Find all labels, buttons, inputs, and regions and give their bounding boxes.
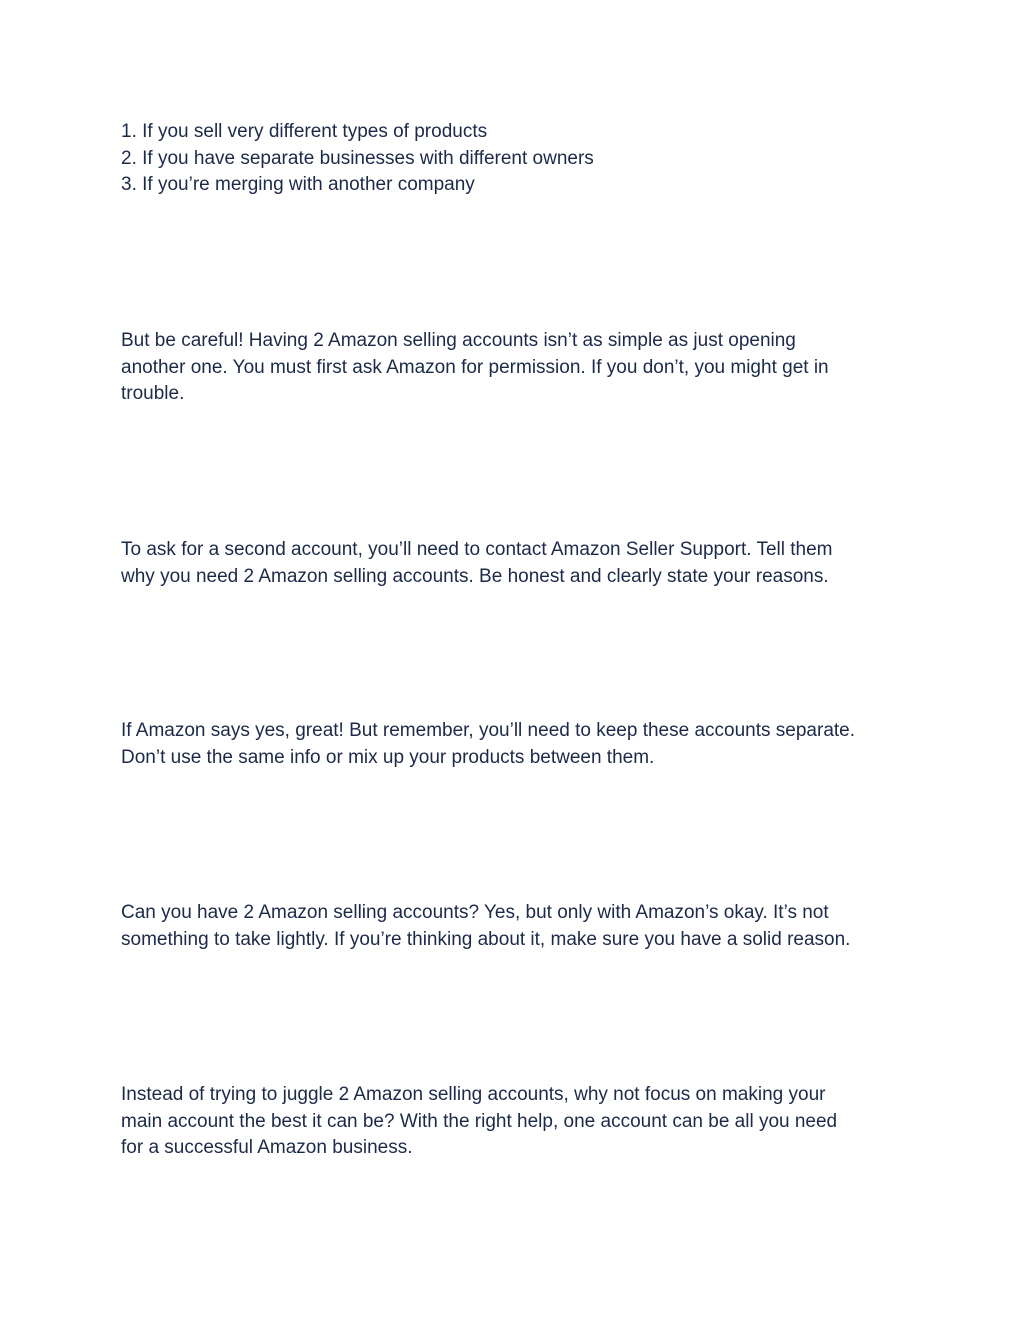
paragraph-be-careful	[121, 328, 911, 408]
paragraph-keep-separate	[121, 718, 911, 771]
paragraph-line: But be careful! Having 2 Amazon selling accounts isn’t as simple as just opening	[121, 330, 796, 351]
paragraph-ask-second-account	[121, 537, 911, 590]
paragraph-focus-main-account	[121, 1082, 911, 1162]
list-item: 3. If you’re merging with another company	[121, 174, 475, 195]
paragraph-line: why you need 2 Amazon selling accounts. Be honest and clearly state your reasons.	[121, 565, 829, 587]
paragraph-can-you-have	[121, 900, 911, 953]
paragraph-line: Instead of trying to juggle 2 Amazon selling accounts, why not focus on making your	[121, 1084, 826, 1105]
list-item: 1. If you sell very different types of products	[121, 121, 488, 142]
paragraph-line: another one. You must first ask Amazon for permission. If you don’t, you might get in	[121, 356, 829, 378]
paragraph-line: trouble.	[121, 383, 185, 404]
reasons-list-block	[121, 119, 911, 199]
paragraph-line: for a successful Amazon business.	[121, 1137, 413, 1158]
reasons-list	[121, 119, 911, 199]
list-item: 2. If you have separate businesses with different owners	[121, 147, 594, 169]
paragraph-line: Don’t use the same info or mix up your products between them.	[121, 746, 655, 768]
paragraph-line: main account the best it can be? With the right help, one account can be all you need	[121, 1110, 838, 1132]
paragraph-line: something to take lightly. If you’re thinking about it, make sure you have a solid reason.	[121, 928, 851, 950]
paragraph-line: Can you have 2 Amazon selling accounts? Yes, but only with Amazon’s okay. It’s not	[121, 902, 829, 923]
paragraph-line: If Amazon says yes, great! But remember, you’ll need to keep these accounts separate.	[121, 720, 856, 741]
paragraph-line: To ask for a second account, you’ll need to contact Amazon Seller Support. Tell them	[121, 539, 833, 560]
